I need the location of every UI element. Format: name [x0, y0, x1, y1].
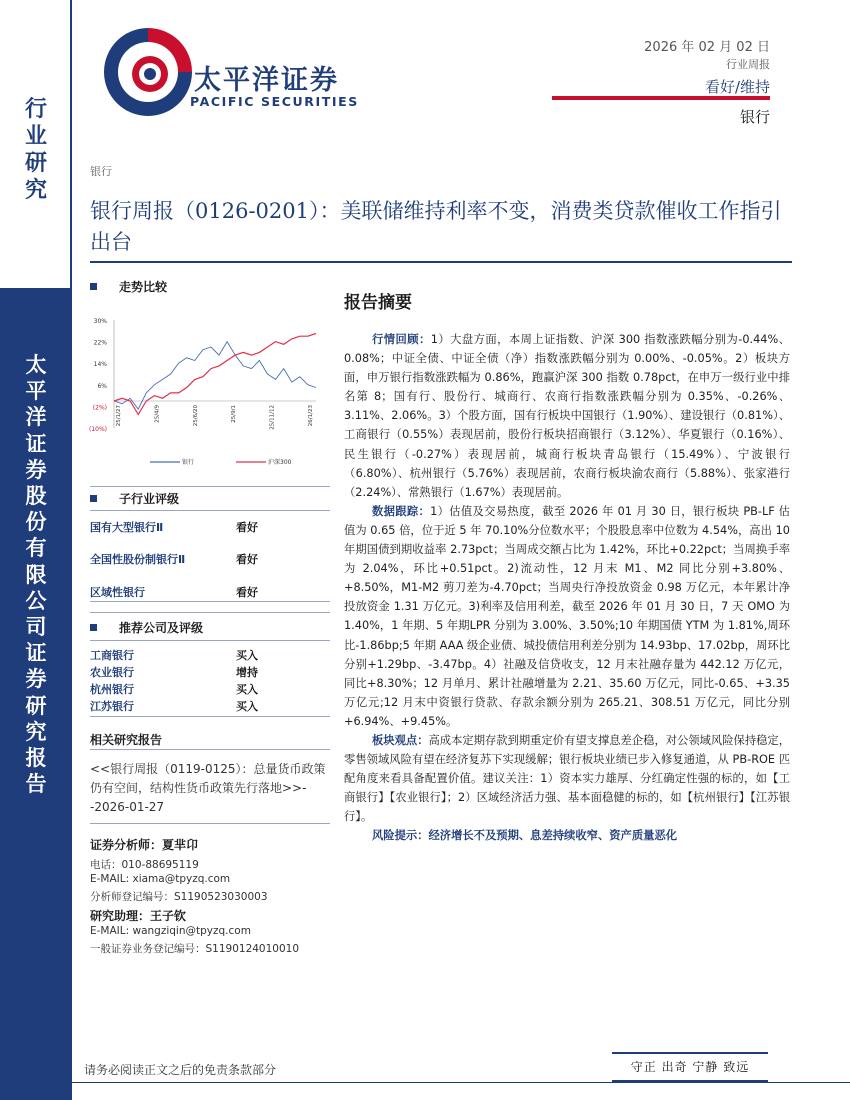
title-divider	[90, 261, 792, 263]
section-divider	[90, 749, 330, 750]
logo-cn-text: 太平洋证券	[194, 65, 339, 96]
square-bullet-icon	[90, 283, 97, 290]
section-divider	[90, 486, 330, 487]
logo-emblem-icon	[98, 22, 198, 132]
square-bullet-icon	[90, 624, 97, 631]
y-tick-label: 6%	[97, 382, 107, 390]
analyst-phone: 电话：010-88695119	[90, 859, 199, 871]
assistant-reg: 一般证券业务登记编号：S1190124010010	[90, 943, 300, 955]
section-divider	[90, 510, 330, 511]
abstract-paragraph: 板块观点：高成本定期存款到期重定价有望支撑息差企稳，对公领域风险保持稳定，零售领域风险有望在经济复苏下实现缓解；银行板块业绩已步入修复通道，从 PB-ROE 匹配角度来看具备配置价值。建议关注：1）资本实力雄厚、分红确定性强的标的，如【工商银行】【农业银行】；2）区域经济活力强、基本面稳健的标的，如【杭州银行】【江苏银行】。	[344, 733, 791, 824]
trend-chart	[88, 310, 324, 470]
page-title: 银行周报（0126-0201）：美联储维持利率不变，消费类贷款催收工作指引出台	[90, 199, 782, 254]
report-type: 行业周报	[726, 58, 770, 71]
sidebar-top	[0, 0, 72, 288]
analyst-reg: 分析师登记编号：S1190523030003	[90, 891, 268, 903]
related-heading: 相关研究报告	[90, 733, 163, 747]
related-report-link[interactable]: <<银行周报（0119-0125）：总量货币政策仍有空间，结构性货币政策先行落地>>--2026-01-27	[90, 762, 326, 814]
recommend-heading: 推荐公司及评级	[90, 619, 203, 636]
report-date: 2026 年 02 月 02 日	[644, 40, 770, 55]
x-tick-label: 25/9/1	[231, 405, 238, 423]
trend-chart-svg	[88, 310, 324, 470]
disclaimer-note: 请务必阅读正文之后的免责条款部分	[84, 1063, 277, 1077]
y-tick-label: 14%	[93, 361, 107, 369]
section-divider	[90, 823, 330, 824]
section-divider	[90, 601, 330, 602]
abstract-paragraph: 数据跟踪：1）估值及交易热度，截至 2026 年 01 月 30 日，银行板块 PB-LF 估值为 0.65 倍，位于近 5 年 70.10%分位数水平；个股股息率中位数为 4.54%，高出 10 年期国债到期收益率 2.73pct；当周成交额占比为 1.42%，环比+0.22pct；当周换手率为 2.04%，环比+0.51pct。2)流动性，12 月末 M1、M2 同比分别+3.80%、+8.50%，M1-M2 剪刀差为-4.70pct；当周央行净投放资金 0.98 万亿元，本年累计净投放资金 1.31 万亿元。3)利率及信用利差，截至 2026 年 01 月 30 日，7 天 OMO 为 1.40%，1 年期、5 年期LPR 分别为 3.00%、3.50%;10 年期国债 YTM 为 1.81%,周环比-1.86bp;5 年期 AAA 级企业债、城投债信用利差分别为 14.93bp、17.02bp，周环比分别+1.29bp、-3.47bp。4）社融及信贷收支，12 月末社融存量为 442.12 万亿元，同比+8.30%；12 月单月、累计社融增量为 2.21、35.60 万亿元，同比-0.65、+3.35 万亿元;12 月末中资银行贷款、存款余额分别为 265.21、308.51 万亿元，同比分别+6.94%、+9.45%。	[344, 504, 790, 728]
assistant-name: 研究助理：王子钦	[90, 909, 187, 923]
risk-warning: 风险提示：经济增长不及预期、息差持续收窄、资产质量恶化	[372, 829, 678, 843]
x-tick-label: 25/1/27	[116, 405, 122, 427]
section-divider	[90, 716, 330, 717]
y-tick-label: 30%	[93, 318, 107, 325]
x-tick-label: 25/4/9	[154, 405, 161, 423]
legend-label: 银行	[182, 459, 195, 466]
y-tick-label: 22%	[93, 339, 107, 347]
header-sector: 银行	[739, 108, 770, 126]
sidebar-bottom-text: 太平洋证券股份有限公司证券研究报告	[25, 353, 47, 797]
company-motto: 守正 出奇 宁静 致远	[612, 1052, 768, 1082]
analyst-name: 证券分析师：夏芈卬	[90, 838, 199, 852]
industry-rating: 看好/维持	[704, 78, 770, 96]
legend-label: 沪深300	[268, 459, 292, 466]
section-divider	[90, 640, 330, 641]
abstract-title: 报告摘要	[344, 293, 412, 313]
logo-en-text: PACIFIC SECURITIES	[190, 94, 359, 109]
sidebar-top-text: 行业研究	[24, 97, 47, 203]
x-tick-label: 26/1/23	[308, 405, 314, 427]
y-tick-label: (10%)	[88, 426, 107, 433]
square-bullet-icon	[90, 495, 97, 502]
abstract-body	[344, 330, 790, 846]
trend-heading: 走势比较	[90, 278, 167, 295]
sub-rating-heading: 子行业评级	[90, 490, 179, 507]
x-tick-label: 25/11/12	[269, 405, 276, 430]
sidebar-bottom	[0, 288, 72, 1100]
assistant-email[interactable]: E-MAIL: wangziqin@tpyzq.com	[90, 925, 251, 937]
x-tick-label: 25/6/20	[192, 405, 199, 427]
section-divider	[90, 612, 330, 613]
header-red-line	[552, 96, 770, 100]
footer-divider	[72, 1082, 850, 1083]
series-line	[114, 342, 316, 410]
abstract-paragraph: 行情回顾：1）大盘方面，本周上证指数、沪深 300 指数涨跌幅分别为-0.44%、0.08%；中证全债、中证全债（净）指数涨跌幅分别为 0.00%、-0.05%。2）板块方面，申万银行指数涨跌幅为 0.86%，跑赢沪深 300 指数 0.78pct，在申万一级行业中排名第 8；国有行、股份行、城商行、农商行指数涨跌幅分别为 0.35%、-0.26%、3.11%、2.06%。3）个股方面，国有行板块中国银行（1.90%）、建设银行（0.81%）、工商银行（0.55%）表现居前，股份行板块招商银行（3.12%）、华夏银行（0.16%）、民生银行（-0.27%）表现居前，城商行板块青岛银行（15.49%）、宁波银行（6.80%）、杭州银行（5.76%）表现居前，农商行板块渝农商行（5.88%）、张家港行（2.24%）、常熟银行（1.67%）表现居前。	[344, 333, 790, 499]
y-tick-label: (2%)	[92, 404, 107, 412]
analyst-email[interactable]: E-MAIL: xiama@tpyzq.com	[90, 873, 231, 885]
series-line	[114, 334, 316, 415]
sector-label: 银行	[90, 165, 112, 178]
